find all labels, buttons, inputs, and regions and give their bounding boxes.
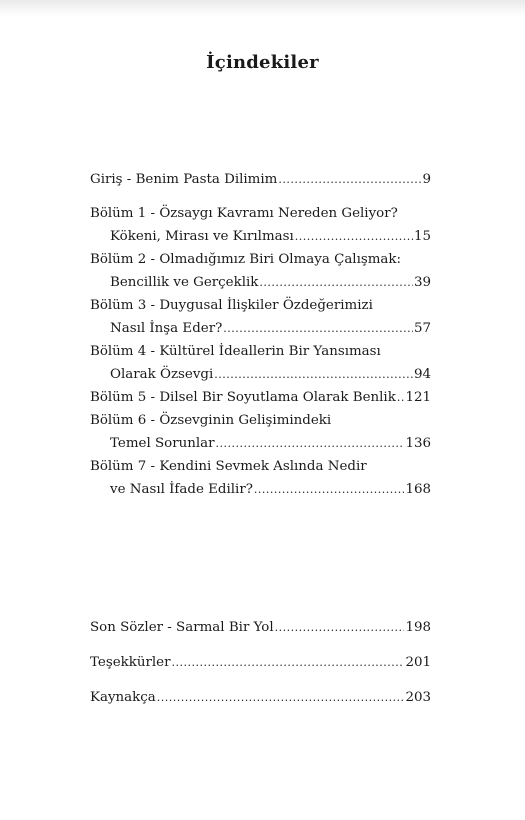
dot-leader [278,174,421,185]
table-of-contents [90,168,431,501]
toc-entry-heading [90,294,431,317]
toc-entry-heading [90,202,431,225]
page-top-shadow [0,0,525,18]
back-matter-contents [90,616,431,721]
toc-entry [90,686,431,709]
dot-leader [397,392,405,403]
toc-entry-title: Kaynakça [90,690,156,705]
toc-entry-line [90,225,431,248]
toc-entry-line [90,363,431,386]
toc-entry-title: Giriş - Benim Pasta Dilimim [90,172,278,187]
toc-page-number: 168 [405,482,431,497]
dot-leader [295,231,413,242]
toc-page-number: 136 [405,436,431,451]
toc-entry-subtitle: ve Nasıl İfade Edilir? [110,482,253,497]
dot-leader [254,484,405,495]
toc-entry-title: Bölüm 4 - Kültürel İdeallerin Bir Yansıması [90,344,381,359]
toc-page-number: 57 [413,321,431,336]
toc-entry-line [90,651,431,674]
toc-entry-title: Teşekkürler [90,655,171,670]
toc-entry-subtitle: Bencillik ve Gerçeklik [110,275,259,290]
toc-page-number: 9 [422,172,431,187]
toc-entry-line [90,386,431,409]
toc-page-number: 201 [405,655,431,670]
toc-entry-title: Bölüm 7 - Kendini Sevmek Aslında Nedir [90,459,367,474]
toc-entry [90,651,431,674]
toc-entry-title: Bölüm 6 - Özsevginin Gelişimindeki [90,413,332,428]
dot-leader [223,323,413,334]
toc-entry-title: Bölüm 5 - Dilsel Bir Soyutlama Olarak Benlik [90,390,396,405]
toc-entry-line [90,686,431,709]
toc-entry-line [90,432,431,455]
toc-entry-heading [90,455,431,478]
toc-entry-line [90,616,431,639]
toc-entry-subtitle: Temel Sorunlar [110,436,215,451]
toc-entry-title: Bölüm 1 - Özsaygı Kavramı Nereden Geliyor? [90,206,398,221]
toc-entry-title: Bölüm 3 - Duygusal İlişkiler Özdeğerimizi [90,298,373,313]
toc-entry [90,168,431,191]
toc-entry [90,340,431,386]
toc-entry-heading [90,340,431,363]
toc-entry [90,616,431,639]
dot-leader [157,692,405,703]
dot-leader [275,622,405,633]
toc-entry-line [90,478,431,501]
dot-leader [214,369,413,380]
toc-entry-line [90,271,431,294]
toc-entry-line [90,317,431,340]
toc-entry [90,202,431,248]
toc-entry-heading [90,409,431,432]
toc-entry [90,294,431,340]
dot-leader [171,657,404,668]
toc-page-number: 203 [405,690,431,705]
toc-page-number: 121 [405,390,431,405]
toc-entry-heading [90,248,431,271]
toc-entry-subtitle: Kökeni, Mirası ve Kırılması [110,229,294,244]
dot-leader [259,277,413,288]
page-title: İçindekiler [206,52,319,73]
toc-entry [90,409,431,455]
toc-page-number: 198 [405,620,431,635]
toc-page-number: 39 [413,275,431,290]
toc-entry [90,386,431,409]
toc-entry-title: Son Sözler - Sarmal Bir Yol [90,620,274,635]
toc-entry-title: Bölüm 2 - Olmadığımız Biri Olmaya Çalışmak: [90,252,402,267]
toc-page-number: 15 [413,229,431,244]
toc-entry-subtitle: Nasıl İnşa Eder? [110,321,223,336]
dot-leader [216,438,405,449]
toc-entry-subtitle: Olarak Özsevgi [110,367,214,382]
toc-page-number: 94 [413,367,431,382]
toc-entry-line [90,168,431,191]
toc-entry [90,248,431,294]
toc-entry [90,455,431,501]
